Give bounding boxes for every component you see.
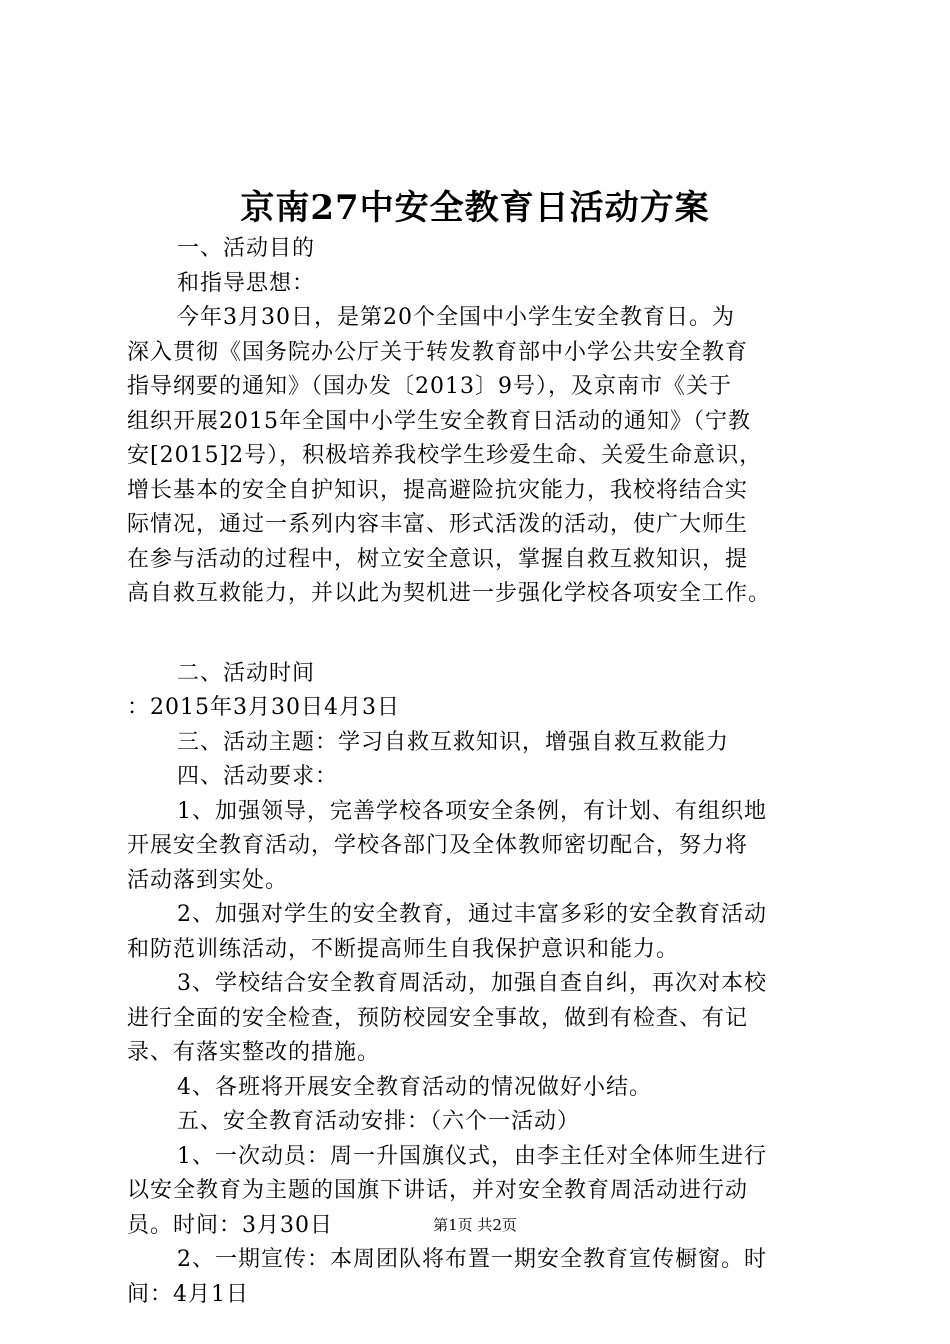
text-line: 2、一期宣传：本周团队将布置一期安全教育宣传橱窗。时 [177,1247,767,1272]
text-line: 增长基本的安全自护知识，提高避险抗灾能力，我校将结合实 [127,477,749,503]
text-line: 二、活动时间 [177,660,316,686]
paragraph [127,967,847,1071]
text-line: 2、加强对学生的安全教育，通过丰富多彩的安全教育活动 [177,902,767,927]
text-line: 组织开展2015年全国中小学生安全教育日活动的通知》（宁教 [127,408,751,434]
text-line: 以安全教育为主题的国旗下讲话，并对安全教育周活动进行动 [127,1178,749,1203]
text-line: 安[2015]2号），积极培养我校学生珍爱生命、关爱生命意识， [127,443,763,468]
text-line: 指导纲要的通知》（国办发〔2013〕9号），及京南市《关于 [127,374,732,399]
text-line: 和指导思想： [177,270,316,296]
text-line: 三、活动主题：学习自救互救知识，增强自救互救能力 [177,729,730,755]
section-heading [127,232,847,301]
page-footer: 第1页 共2页 [433,1216,517,1234]
paragraph [127,1071,847,1106]
text-line: 1、一次动员：周一升国旗仪式，由李主任对全体师生进行 [177,1143,767,1169]
paragraph [127,898,847,967]
text-line: 录、有落实整改的措施。 [127,1040,381,1065]
text-line: 开展安全教育活动，学校各部门及全体教师密切配合，努力将 [127,833,749,858]
text-line: 高自救互救能力，并以此为契机进一步强化学校各项安全工作。 [127,581,772,606]
text-line: 一、活动目的 [177,236,316,261]
document-title: 京南27中安全教育日活动方案 [240,188,710,228]
text-line: 活动落到实处。 [127,867,289,893]
text-line: 五、安全教育活动安排：（六个一活动） [177,1109,581,1134]
text-line: 深入贯彻《国务院办公厅关于转发教育部中小学公共安全教育 [127,339,749,365]
text-line: 3、学校结合安全教育周活动，加强自查自纠，再次对本校 [177,971,767,996]
text-line: 进行全面的安全检查，预防校园安全事故，做到有检查、有记 [127,1005,749,1031]
text-line: 和防范训练活动，不断提高师生自我保护意识和能力。 [127,936,680,962]
text-line: 在参与活动的过程中，树立安全意识，掌握自救互救知识，提 [127,546,749,572]
text-line: 际情况，通过一系列内容丰富、形式活泼的活动，使广大师生 [127,512,749,537]
text-line: 1、加强领导，完善学校各项安全条例，有计划、有组织地 [177,798,767,824]
section-heading [127,726,847,795]
paragraph [127,795,847,899]
text-line: 4、各班将开展安全教育活动的情况做好小结。 [177,1074,652,1100]
text-line: 今年3月30日，是第20个全国中小学生安全教育日。为 [177,305,735,330]
document-body [127,232,847,1312]
text-line: ：2015年3月30日4月3日 [127,695,400,720]
paragraph [127,1243,847,1312]
text-line: 四、活动要求： [177,764,339,789]
paragraph [127,301,847,612]
text-line: 间：4月1日 [127,1281,249,1307]
section-heading [127,657,847,692]
paragraph-spacer [127,612,847,657]
text-line: 员。时间：3月30日 [127,1212,333,1238]
paragraph [127,691,847,726]
section-heading [127,1105,847,1140]
